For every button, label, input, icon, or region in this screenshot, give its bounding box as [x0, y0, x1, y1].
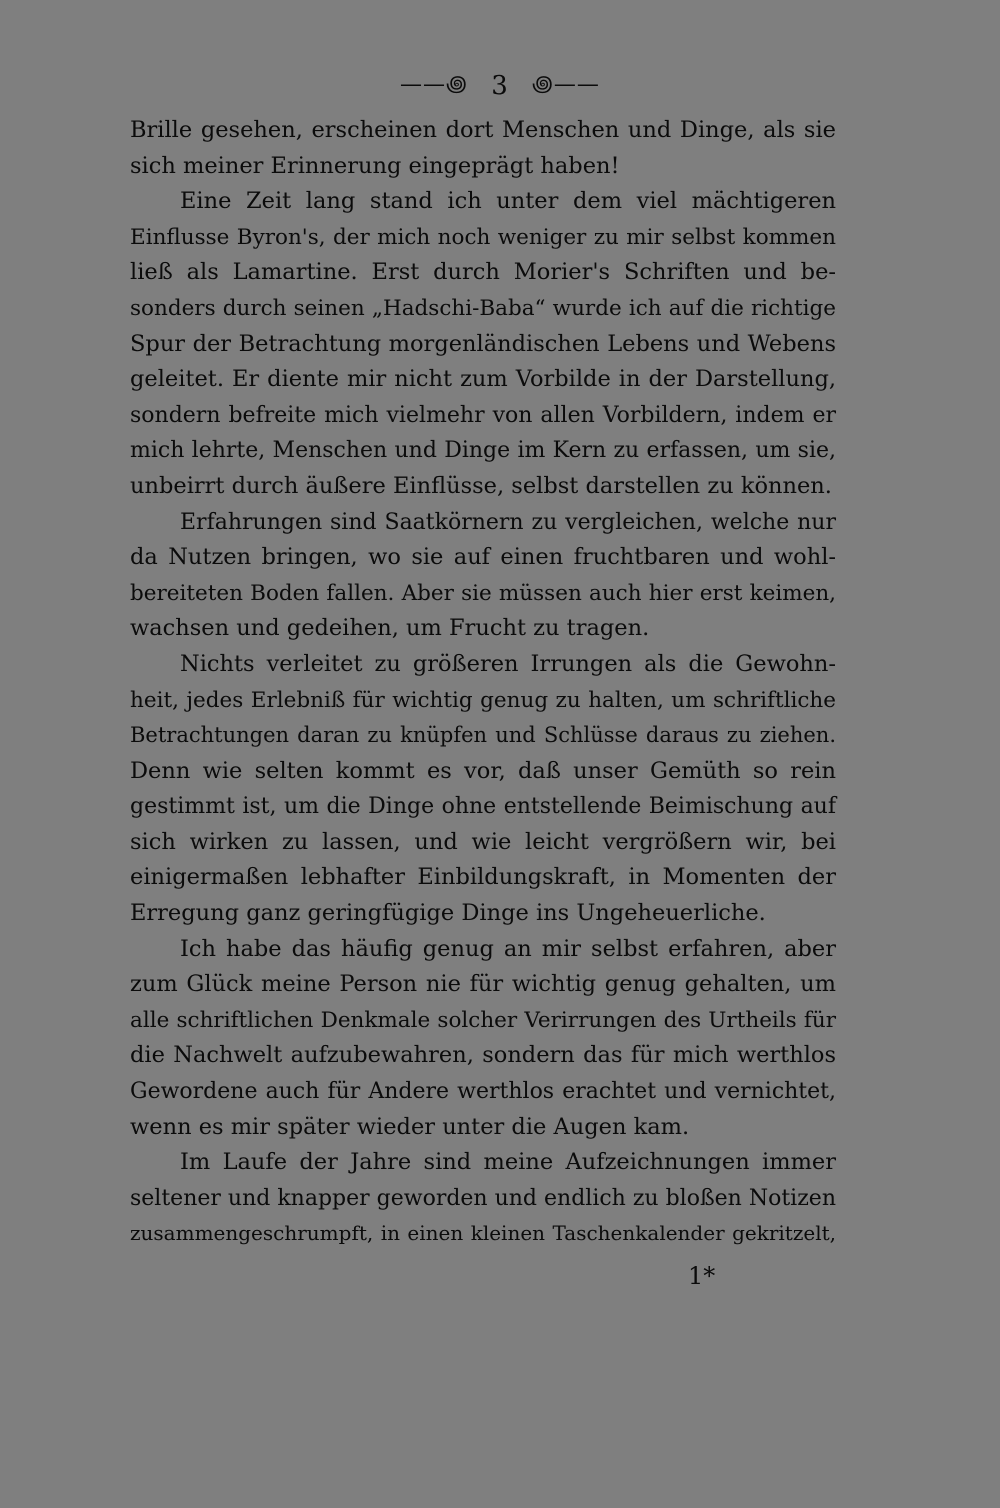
text-line: Denn wie selten kommt es vor, daß unser Gemüth so rein — [130, 757, 836, 784]
text-line: zum Glück meine Person nie für wichtig genug gehalten, um — [130, 971, 836, 998]
text-line: Ich habe das häufig genug an mir selbst erfahren, aber — [180, 935, 836, 962]
text-line: Nichts verleitet zu größeren Irrungen als die Gewohn- — [180, 650, 836, 677]
text-line: wachsen und gedeihen, um Frucht zu tragen. — [130, 615, 650, 642]
text-line: sonders durch seinen „Hadschi-Baba“ wurde ich auf die richtige — [130, 295, 836, 321]
text-line: Brille gesehen, erscheinen dort Menschen und Dinge, als sie — [130, 117, 836, 143]
text-line: ließ als Lamartine. Erst durch Morier's Schriften und be- — [130, 259, 836, 286]
signature-mark: 1* — [688, 1262, 716, 1290]
text-line: zusammengeschrumpft, in einen kleinen Taschenkalender gekritzelt, — [130, 1221, 836, 1246]
header-ornament-right: ꩜—— — [532, 72, 600, 97]
text-line: alle schriftlichen Denkmale solcher Verirrungen des Urtheils für — [130, 1007, 836, 1033]
header-ornament-left: ——꩜ — [400, 72, 468, 97]
text-line: Eine Zeit lang stand ich unter dem viel mächtigeren — [180, 188, 836, 215]
text-line: mich lehrte, Menschen und Dinge im Kern zu erfassen, um sie, — [130, 438, 836, 464]
text-line: Im Laufe der Jahre sind meine Aufzeichnungen immer — [180, 1149, 836, 1176]
text-line: wenn es mir später wieder unter die Augen kam. — [130, 1113, 690, 1140]
text-line: bereiteten Boden fallen. Aber sie müssen auch hier erst keimen, — [130, 580, 836, 606]
text-line: heit, jedes Erlebniß für wichtig genug zu halten, um schriftliche — [130, 687, 836, 713]
page-header — [0, 66, 1000, 101]
text-line: Erfahrungen sind Saatkörnern zu vergleichen, welche nur — [180, 509, 836, 535]
body-text — [130, 113, 836, 1252]
text-line: seltener und knapper geworden und endlich zu bloßen Notizen — [130, 1185, 836, 1211]
text-line: sich meiner Erinnerung eingeprägt haben! — [130, 152, 620, 179]
page-number: 3 — [491, 71, 509, 101]
text-line: Spur der Betrachtung morgenländischen Lebens und Webens — [130, 330, 836, 357]
text-line: die Nachwelt aufzubewahren, sondern das für mich werthlos — [130, 1042, 836, 1069]
text-line: Erregung ganz geringfügige Dinge ins Ungeheuerliche. — [130, 900, 766, 927]
text-line: Einflusse Byron's, der mich noch weniger zu mir selbst kommen — [130, 224, 836, 250]
text-line: da Nutzen bringen, wo sie auf einen fruchtbaren und wohl- — [130, 544, 836, 571]
text-line: unbeirrt durch äußere Einflüsse, selbst darstellen zu können. — [130, 472, 832, 499]
text-line: Betrachtungen daran zu knüpfen und Schlüsse daraus zu ziehen. — [130, 723, 836, 748]
text-line: gestimmt ist, um die Dinge ohne entstellende Beimischung auf — [130, 794, 836, 820]
text-line: sich wirken zu lassen, und wie leicht vergrößern wir, bei — [130, 828, 836, 855]
text-line: sondern befreite mich vielmehr von allen Vorbildern, indem er — [130, 402, 836, 428]
text-line: geleitet. Er diente mir nicht zum Vorbilde in der Darstellung, — [130, 366, 836, 393]
text-line: einigermaßen lebhafter Einbildungskraft, in Momenten der — [130, 864, 836, 891]
text-line: Gewordene auch für Andere werthlos erachtet und vernichtet, — [130, 1079, 836, 1105]
